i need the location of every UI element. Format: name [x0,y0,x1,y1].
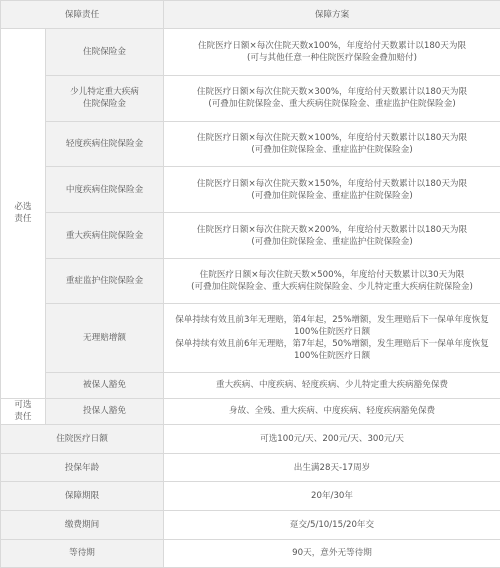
row-value-line: (可叠加住院保险金、重大疾病住院保险金、重症监护住院保险金) [208,99,456,110]
row-value-line: 保单持续有效且前6年无理赔，第7年起，50%增额，发生理赔后下一保单年度恢复 [175,338,489,349]
row-value-line: (可叠加住院保险金、重症监护住院保险金) [251,236,413,247]
row-value [164,29,500,75]
row-value: 90天，意外无等待期 [164,539,500,567]
row-value-line: 住院医疗日额×每次住院天数×150%，年度给付天数累计以180天为限 [196,178,468,189]
header-plan: 保障方案 [164,1,500,29]
row-value [164,304,500,372]
row-value [164,258,500,303]
group-optional [1,398,46,424]
row-name: 被保人豁免 [46,372,164,398]
table-row [1,454,500,482]
row-value-line: (可叠加住院保险金、重症监护住院保险金) [251,144,413,155]
row-value [164,75,500,121]
table-row [1,304,500,372]
row-value: 趸交/5/10/15/20年交 [164,511,500,539]
row-value: 出生满28天-17周岁 [164,454,500,482]
row-value-line: 住院医疗日额×每次住院天数×100%，年度给付天数累计以180天为限 [196,132,468,143]
row-name-line: 住院保险金 [83,99,126,110]
row-name-line: 少儿特定重大疾病 [70,87,139,98]
group-required-label-2: 责任 [14,214,32,225]
row-value [164,213,500,258]
table-row [1,75,500,121]
table-row [1,398,500,424]
row-name: 投保人豁免 [46,398,164,424]
table-row [1,167,500,213]
row-name: 投保年龄 [1,454,164,482]
row-name: 轻度疾病住院保险金 [46,121,164,166]
group-optional-label-2: 责任 [14,412,32,423]
row-value: 20年/30年 [164,482,500,511]
group-required [1,29,46,399]
row-value-line: 住院医疗日额×每次住院天数×200%，年度给付天数累计以180天为限 [196,224,468,235]
table-row [1,511,500,539]
row-value-line: 住院医疗日额×每次住院天数×300%，年度给付天数累计以180天为限 [196,87,468,98]
table-row [1,372,500,398]
row-value-line: 保单持续有效且前3年无理赔，第4年起，25%增额，发生理赔后下一保单年度恢复 [175,314,489,325]
row-name: 重症监护住院保险金 [46,258,164,303]
group-optional-label-1: 可选 [14,400,32,411]
row-name: 无理赔增额 [46,304,164,372]
table-row [1,424,500,453]
row-name: 保障期限 [1,482,164,511]
row-value-line: 100%住院医疗日额 [293,350,371,361]
row-name: 缴费期间 [1,511,164,539]
row-value-line: 住院医疗日额×每次住院天数×500%，年度给付天数累计以30天为限 [199,269,465,280]
row-value-line: (可叠加住院保险金、重大疾病住院保险金、少儿特定重大疾病住院保险金) [191,281,473,292]
row-value: 可选100元/天、200元/天、300元/天 [164,424,500,453]
row-value [164,167,500,213]
row-name [46,75,164,121]
table-row [1,121,500,166]
table-row [1,539,500,567]
row-value-line: (可与其他任意一种住院医疗保险金叠加赔付) [247,52,418,63]
row-value-line: 住院医疗日额×每次住院天数x100%，年度给付天数累计以180天为限 [197,40,467,51]
row-name: 住院医疗日额 [1,424,164,453]
row-value-line: 重大疾病、中度疾病、轻度疾病、少儿特定重大疾病豁免保费 [215,380,449,391]
row-value-line: 身故、全残、重大疾病、中度疾病、轻度疾病豁免保费 [228,406,436,417]
row-name: 重大疾病住院保险金 [46,213,164,258]
row-value-line: (可叠加住院保险金、重症监护住院保险金) [251,190,413,201]
row-name: 中度疾病住院保险金 [46,167,164,213]
table-row [1,258,500,303]
row-value [164,121,500,166]
header-coverage: 保障责任 [1,1,164,29]
row-name: 住院保险金 [46,29,164,75]
row-value [164,372,500,398]
table-row [1,213,500,258]
row-name: 等待期 [1,539,164,567]
header-row [1,1,500,29]
row-value-line: 100%住院医疗日额 [293,326,371,337]
table-row [1,29,500,75]
table-row [1,482,500,511]
group-required-label-1: 必选 [14,202,32,213]
row-value [164,398,500,424]
